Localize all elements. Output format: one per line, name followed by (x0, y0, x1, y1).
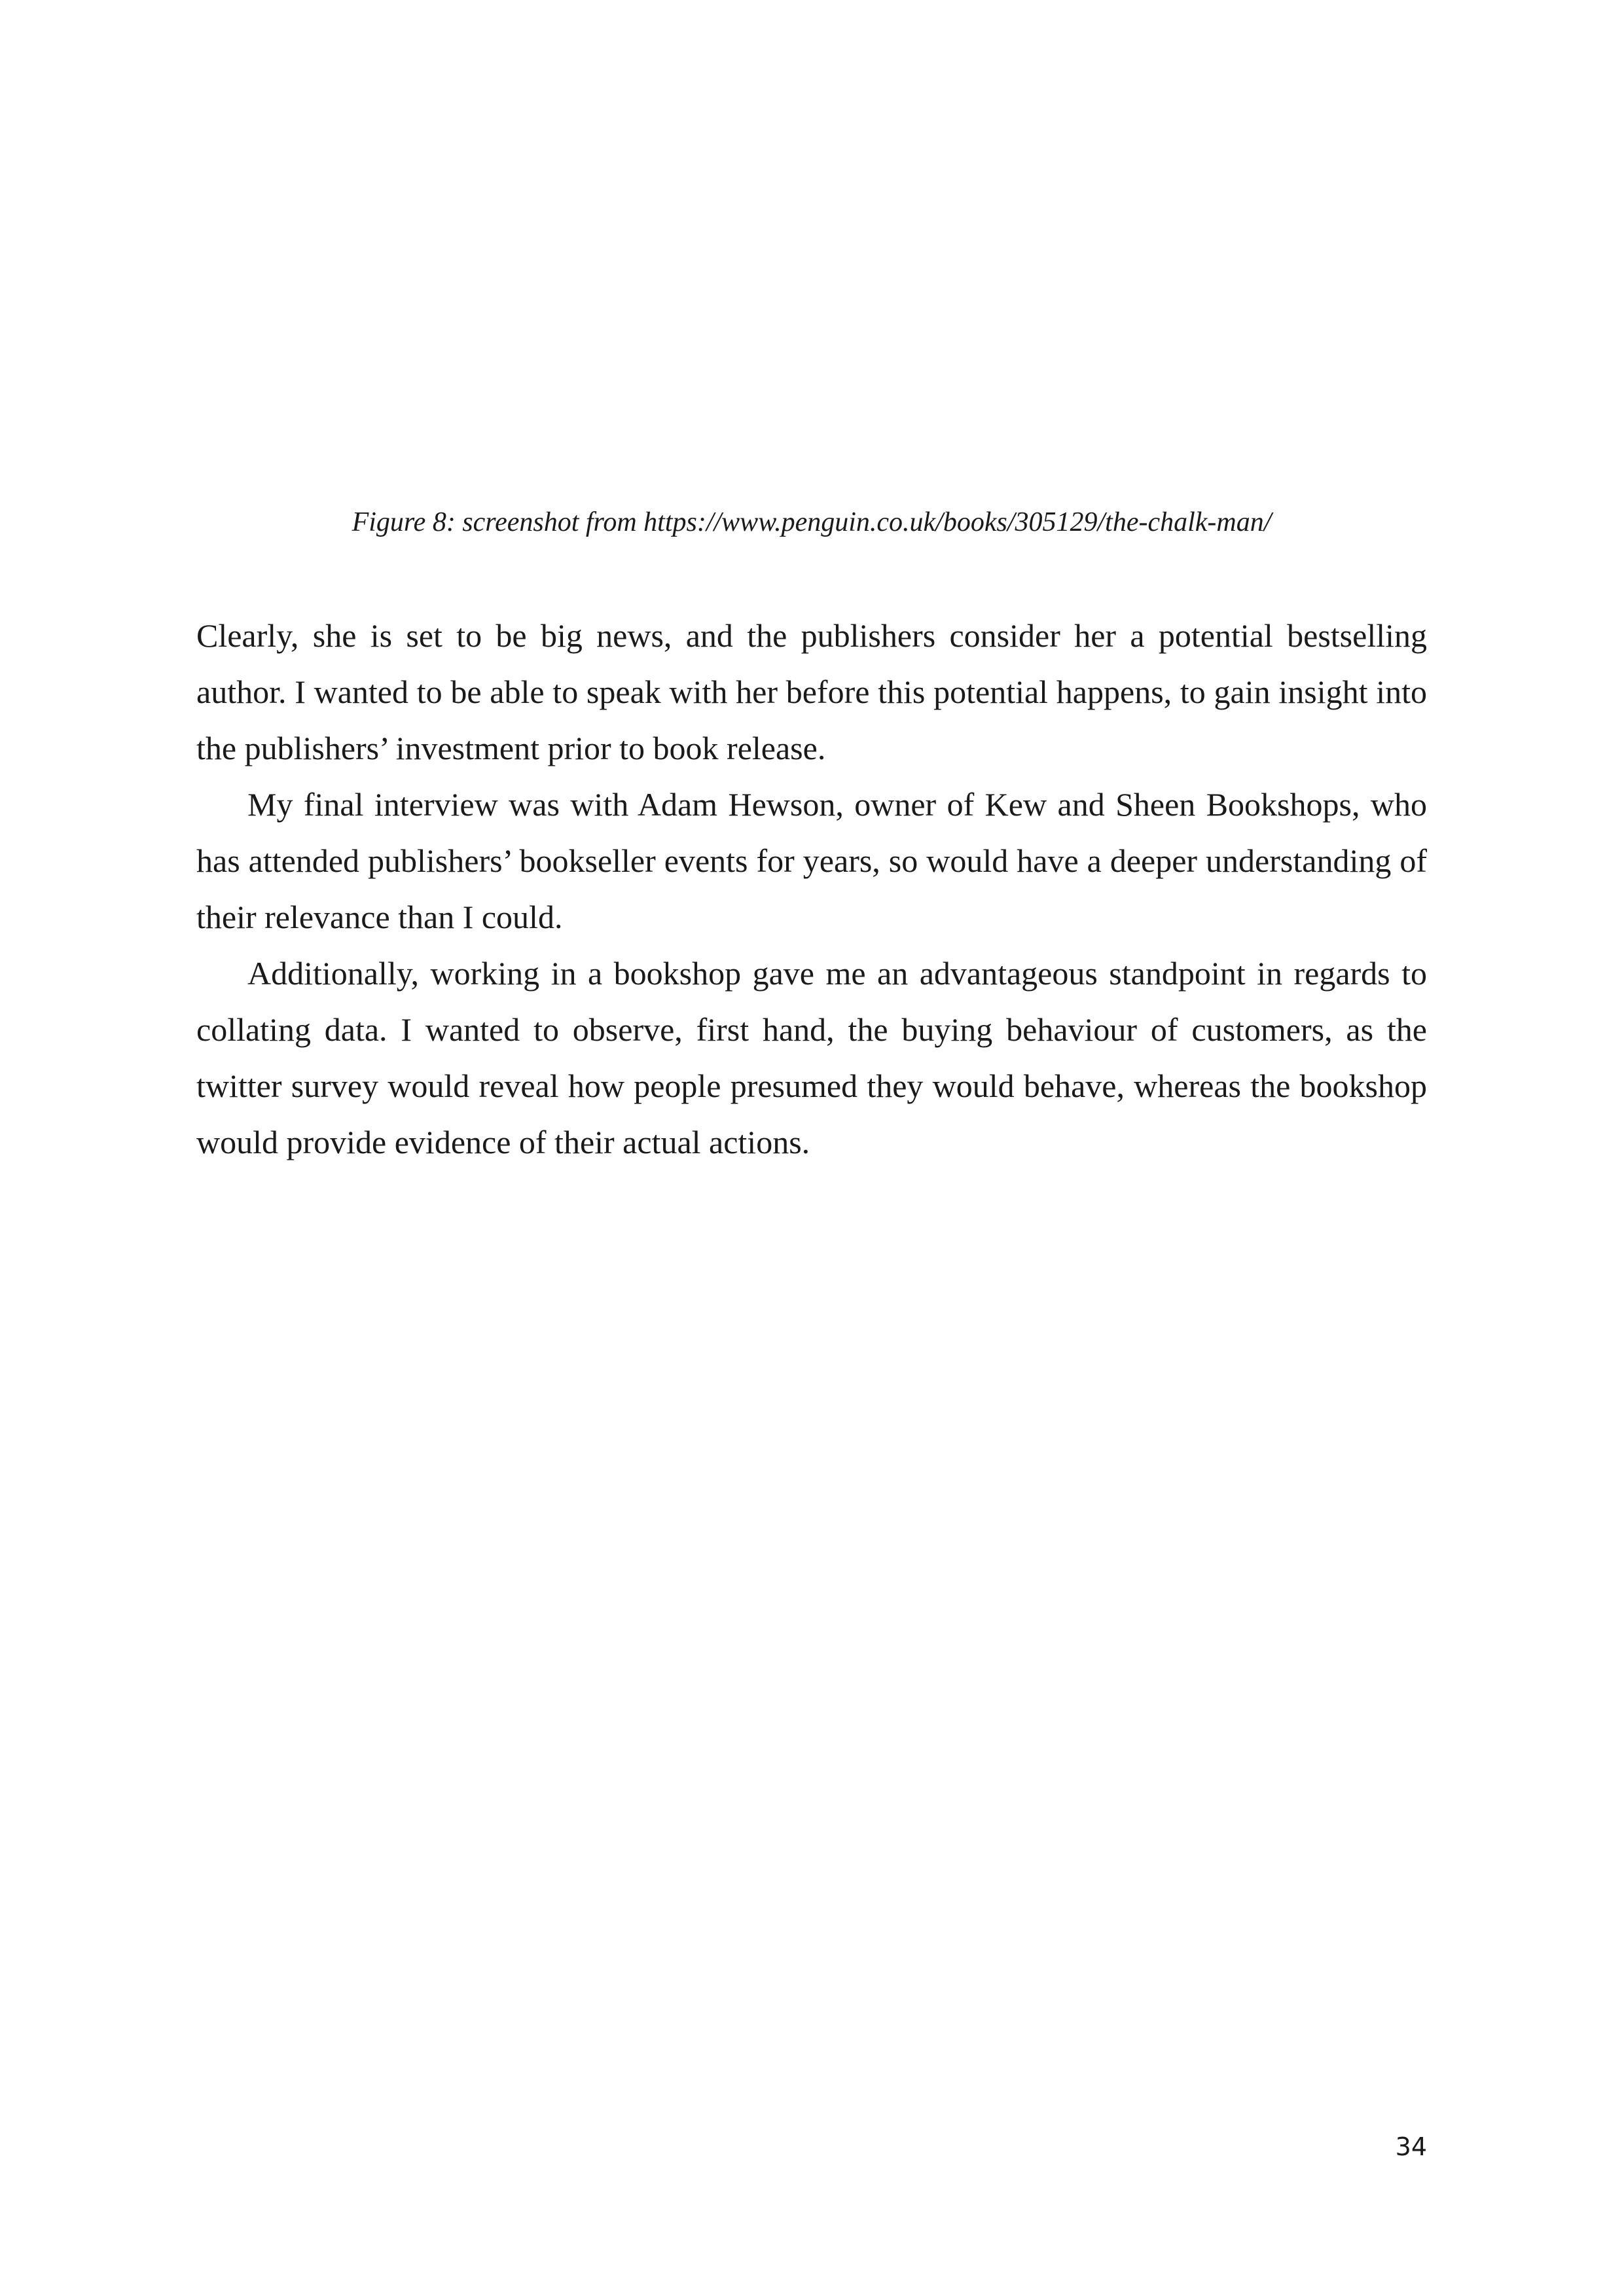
paragraph-1: Clearly, she is set to be big news, and the publishers consider her a potential bestselling author. I wanted to be able to speak with her before this potential happens, to gain insight into the publishers’ investment prior to book release. (196, 617, 1427, 766)
body-text (196, 607, 1427, 1170)
paragraph-3: Additionally, working in a bookshop gave me an advantageous standpoint in regards to collating data. I wanted to observe, first hand, the buying behaviour of customers, as the twitter survey would reveal how people presumed they would behave, whereas the bookshop would provide evidence of their actual actions. (196, 955, 1427, 1160)
figure-caption: Figure 8: screenshot from https://www.penguin.co.uk/books/305129/the-chalk-man/ (352, 507, 1272, 537)
page-number: 34 (1395, 2132, 1427, 2161)
paragraph-2: My final interview was with Adam Hewson, owner of Kew and Sheen Bookshops, who has attended publishers’ bookseller events for years, so would have a deeper understanding of their relevance than I could. (196, 786, 1427, 935)
